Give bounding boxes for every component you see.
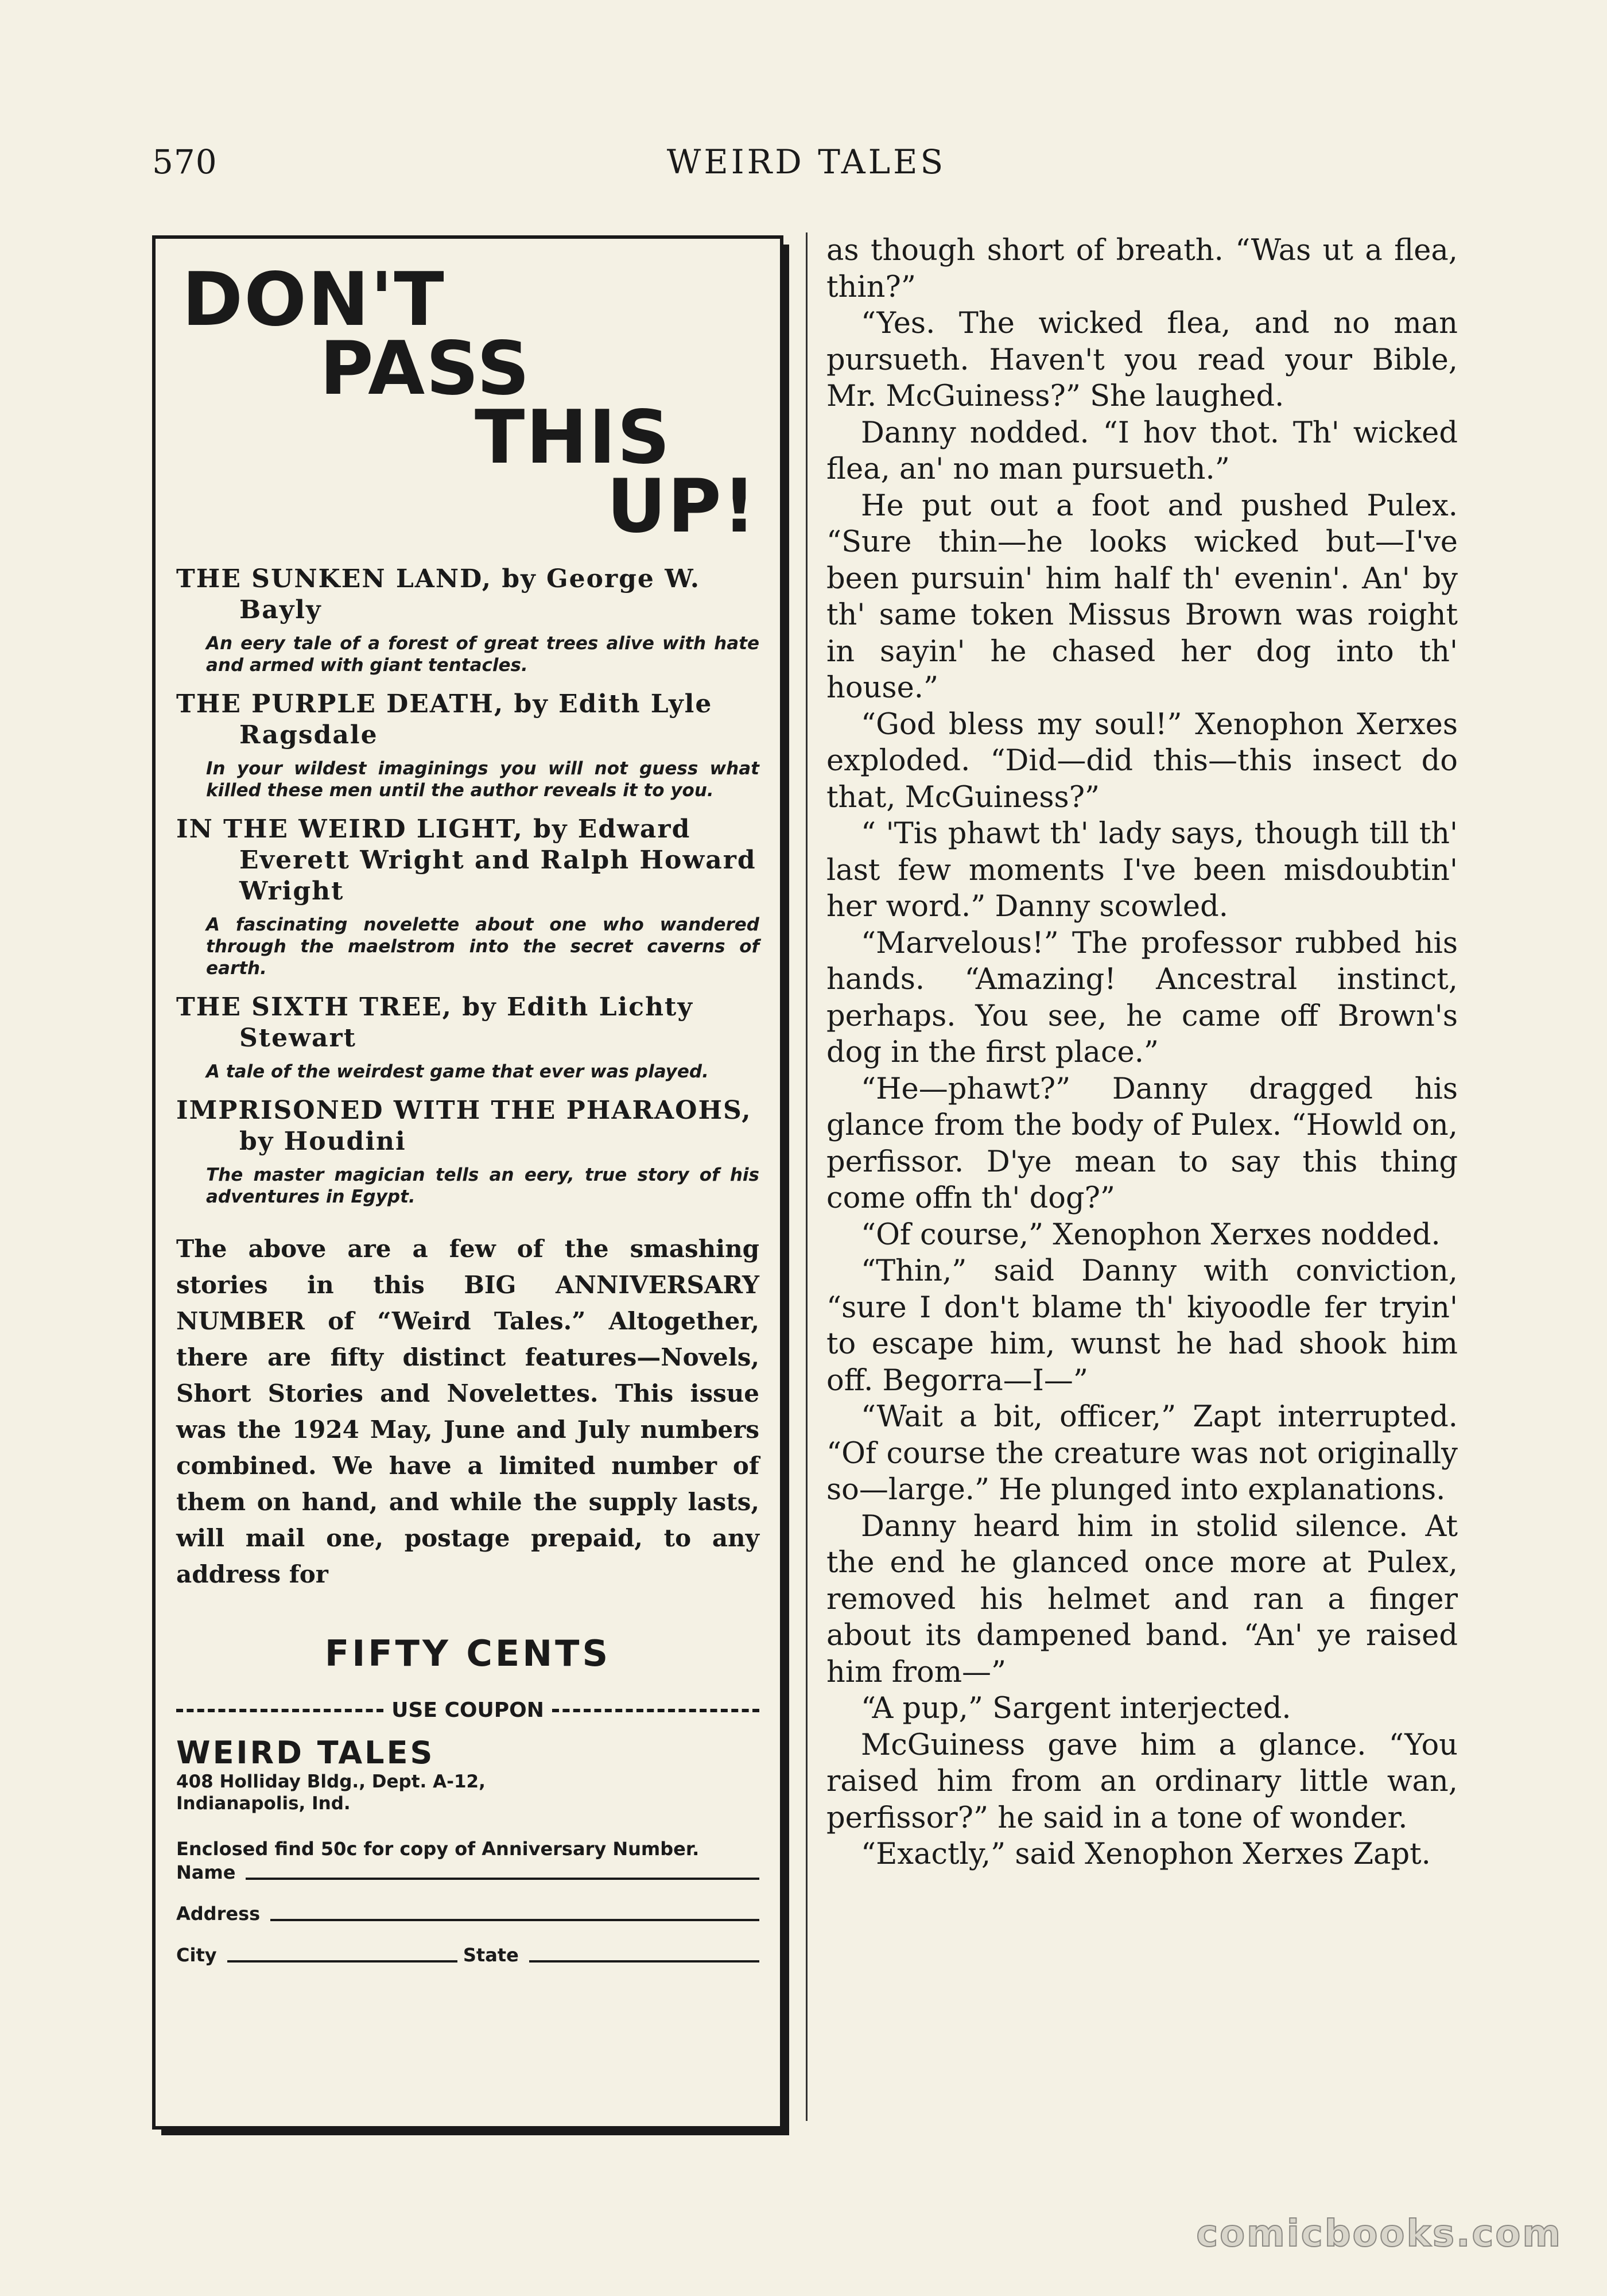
story-description: In your wildest imaginings you will not guess what killed these men until the author reveals it to you. bbox=[206, 758, 759, 801]
field-rule bbox=[529, 1960, 759, 1963]
column-rule bbox=[806, 232, 808, 2121]
paragraph: “Marvelous!” The professor rubbed his hands. “Amazing! Ancestral instinct, perhaps. You see, he came off Brown's dog in the first place.” bbox=[826, 926, 1458, 1069]
paragraph: “Of course,” Xenophon Xerxes nodded. bbox=[861, 1217, 1441, 1252]
paragraph: as though short of breath. “Was ut a flea, thin?” bbox=[826, 234, 1458, 304]
story-listing bbox=[176, 689, 759, 801]
story-text-column bbox=[826, 232, 1458, 1873]
story-description: The master magician tells an eery, true story of his adventures in Egypt. bbox=[206, 1165, 759, 1207]
field-rule bbox=[227, 1960, 457, 1963]
headline-line: UP! bbox=[607, 464, 758, 549]
city-state-field[interactable] bbox=[176, 1944, 759, 1966]
paragraph: He put out a foot and pushed Pulex. “Sure thin—he looks wicked but—I've been pursuin' him half th' evenin'. An' by th' same token Missus Brown was roight in sayin' he chased her dog into th' house.” bbox=[826, 488, 1458, 705]
headline-line: THIS bbox=[475, 395, 671, 480]
coupon-divider bbox=[176, 1698, 759, 1722]
field-label: State bbox=[463, 1944, 519, 1966]
name-field[interactable] bbox=[176, 1861, 759, 1883]
story-description: An eery tale of a forest of great trees alive with hate and armed with giant tentacles. bbox=[206, 633, 759, 676]
coupon-label: USE COUPON bbox=[391, 1698, 544, 1722]
paragraph: “He—phawt?” Danny dragged his glance from the body of Pulex. “Howld on, perfissor. D'ye mean to say this thing come offn th' dog?” bbox=[826, 1072, 1458, 1215]
ad-headline bbox=[176, 257, 759, 551]
field-label: Name bbox=[176, 1861, 236, 1883]
field-label: City bbox=[176, 1944, 217, 1966]
dashed-rule bbox=[552, 1709, 759, 1712]
paragraph: “Yes. The wicked flea, and no man pursueth. Haven't you read your Bible, Mr. McGuiness?” She laughed. bbox=[826, 307, 1458, 413]
watermark: comicbooks.com bbox=[1196, 2213, 1562, 2255]
story-listing bbox=[176, 1095, 759, 1208]
story-title: THE SUNKEN LAND, by George W. Bayly bbox=[176, 564, 701, 625]
dashed-rule bbox=[176, 1709, 383, 1712]
headline-line: DON'T bbox=[182, 257, 445, 343]
coupon-enclosed-text: Enclosed find 50c for copy of Anniversary Number. bbox=[176, 1838, 700, 1860]
field-label: Address bbox=[176, 1903, 261, 1925]
paragraph: Danny heard him in stolid silence. At the end he glanced once more at Pulex, removed his helmet and ran a finger about its dampened band. “An' ye raised him from—” bbox=[826, 1509, 1458, 1689]
field-rule bbox=[270, 1918, 759, 1921]
paragraph: “Thin,” said Danny with conviction, “sure I don't blame th' kiyoodle fer tryin' to escape him, wunst he had shook him off. Begorra—I—” bbox=[826, 1254, 1458, 1398]
story-title: IN THE WEIRD LIGHT, by Edward Everett Wright and Ralph Howard Wright bbox=[176, 815, 756, 906]
ad-body-text: The above are a few of the smashing stories in this BIG ANNIVERSARY NUMBER of “Weird Tales.” Altogether, there are fifty distinct features—Novels, Short Stories and Novelettes. This issue was the 1924 May, June and July numbers combined. We have a limited number of them on hand, and while the supply lasts, will mail one, postage prepaid, to any address for bbox=[176, 1235, 759, 1588]
paragraph: “Exactly,” said Xenophon Xerxes Zapt. bbox=[861, 1837, 1431, 1871]
story-title: THE SIXTH TREE, by Edith Lichty Stewart bbox=[176, 992, 693, 1053]
advertisement-box bbox=[152, 235, 783, 2130]
coupon-brand: WEIRD TALES bbox=[176, 1735, 435, 1771]
address-field[interactable] bbox=[176, 1903, 759, 1925]
paragraph: “ 'Tis phawt th' lady says, though till th' last few moments I've been misdoubtin' her word.” Danny scowled. bbox=[826, 817, 1458, 924]
paragraph: Danny nodded. “I hov thot. Th' wicked flea, an' no man pursueth.” bbox=[826, 416, 1458, 486]
headline-line: PASS bbox=[320, 326, 531, 412]
story-listing bbox=[176, 564, 759, 676]
coupon-address-line: Indianapolis, Ind. bbox=[176, 1793, 351, 1814]
paragraph: McGuiness gave him a glance. “You raised him from an ordinary little wan, perfissor?” he said in a tone of wonder. bbox=[826, 1728, 1458, 1835]
story-description: A fascinating novelette about one who wandered through the maelstrom into the secret caverns of earth. bbox=[206, 914, 759, 979]
story-title: IMPRISONED WITH THE PHARAOHS, by Houdini bbox=[176, 1096, 752, 1156]
price: FIFTY CENTS bbox=[324, 1632, 611, 1674]
story-description: A tale of the weirdest game that ever was played. bbox=[206, 1061, 709, 1082]
field-rule bbox=[246, 1877, 759, 1880]
page-number: 570 bbox=[152, 142, 218, 181]
running-head: WEIRD TALES bbox=[666, 142, 946, 181]
paragraph: “A pup,” Sargent interjected. bbox=[861, 1692, 1291, 1725]
coupon-address-line: 408 Holliday Bldg., Dept. A-12, bbox=[176, 1771, 486, 1792]
story-listing bbox=[176, 992, 759, 1083]
page-header bbox=[152, 142, 1461, 188]
paragraph: “Wait a bit, officer,” Zapt interrupted. “Of course the creature was not originally so—large.” He plunged into explanations. bbox=[826, 1400, 1458, 1507]
story-title: THE PURPLE DEATH, by Edith Lyle Ragsdale bbox=[176, 689, 713, 750]
paragraph: “God bless my soul!” Xenophon Xerxes exploded. “Did—did this—this insect do that, McGuiness?” bbox=[826, 707, 1458, 815]
story-listing bbox=[176, 814, 759, 979]
